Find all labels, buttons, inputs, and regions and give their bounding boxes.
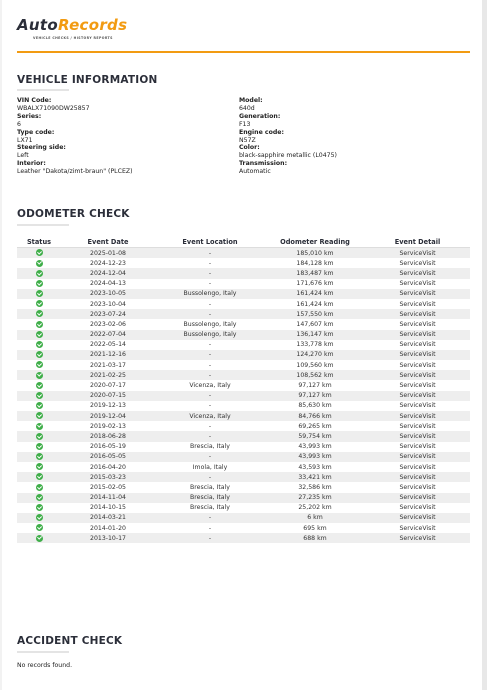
odometer-reading-cell: 97,127 km: [265, 391, 365, 401]
odometer-reading-cell: 97,127 km: [265, 380, 365, 390]
odometer-reading-cell: 161,424 km: [265, 299, 365, 309]
check-circle-icon: [36, 270, 43, 277]
brand-name-part1: Auto: [17, 16, 58, 34]
table-row: [17, 370, 470, 380]
event-date-cell: 2023-07-24: [61, 309, 155, 319]
event-detail-cell: ServiceVisit: [365, 370, 470, 380]
odometer-reading-cell: 108,562 km: [265, 370, 365, 380]
odometer-reading-cell: 84,766 km: [265, 411, 365, 421]
column-header-event-location: Event Location: [155, 236, 265, 248]
odometer-reading-cell: 124,270 km: [265, 350, 365, 360]
status-cell: [17, 268, 61, 278]
check-circle-icon: [36, 504, 43, 511]
status-cell: [17, 309, 61, 319]
event-detail-cell: ServiceVisit: [365, 523, 470, 533]
odometer-reading-cell: 43,593 km: [265, 462, 365, 472]
event-date-cell: 2024-04-13: [61, 279, 155, 289]
odometer-reading-cell: 157,550 km: [265, 309, 365, 319]
event-detail-cell: ServiceVisit: [365, 391, 470, 401]
table-row: [17, 248, 470, 259]
event-detail-cell: ServiceVisit: [365, 482, 470, 492]
check-circle-icon: [36, 524, 43, 531]
status-cell: [17, 299, 61, 309]
check-circle-icon: [36, 392, 43, 399]
check-circle-icon: [36, 290, 43, 297]
vehicle-info-left-column: [17, 97, 227, 176]
event-date-cell: 2020-07-15: [61, 391, 155, 401]
status-cell: [17, 482, 61, 492]
vehicle-info-value: WBALX71090DW25857: [17, 104, 90, 112]
status-cell: [17, 370, 61, 380]
odometer-reading-cell: 43,993 km: [265, 442, 365, 452]
event-detail-cell: ServiceVisit: [365, 279, 470, 289]
odometer-reading-cell: 695 km: [265, 523, 365, 533]
table-row: [17, 421, 470, 431]
event-detail-cell: ServiceVisit: [365, 319, 470, 329]
status-cell: [17, 380, 61, 390]
odometer-reading-cell: 32,586 km: [265, 482, 365, 492]
table-row: [17, 523, 470, 533]
status-cell: [17, 319, 61, 329]
event-location-cell: -: [155, 472, 265, 482]
vehicle-info-value: Automatic: [239, 168, 271, 176]
event-date-cell: 2021-03-17: [61, 360, 155, 370]
status-cell: [17, 411, 61, 421]
event-location-cell: -: [155, 279, 265, 289]
vehicle-info-label: Engine code:: [239, 128, 284, 136]
status-cell: [17, 472, 61, 482]
odometer-reading-cell: 171,676 km: [265, 279, 365, 289]
event-date-cell: 2016-05-05: [61, 452, 155, 462]
event-location-cell: Imola, Italy: [155, 462, 265, 472]
event-detail-cell: ServiceVisit: [365, 513, 470, 523]
event-date-cell: 2015-03-23: [61, 472, 155, 482]
event-detail-cell: ServiceVisit: [365, 462, 470, 472]
event-date-cell: 2021-02-25: [61, 370, 155, 380]
check-circle-icon: [36, 351, 43, 358]
event-location-cell: Brescia, Italy: [155, 442, 265, 452]
event-date-cell: 2022-05-14: [61, 340, 155, 350]
event-date-cell: 2015-02-05: [61, 482, 155, 492]
event-date-cell: 2014-11-04: [61, 493, 155, 503]
table-row: [17, 350, 470, 360]
event-location-cell: -: [155, 299, 265, 309]
event-detail-cell: ServiceVisit: [365, 493, 470, 503]
vehicle-information-underline: [17, 89, 69, 91]
event-location-cell: -: [155, 370, 265, 380]
event-date-cell: 2021-12-16: [61, 350, 155, 360]
odometer-reading-cell: 183,487 km: [265, 268, 365, 278]
event-location-cell: -: [155, 523, 265, 533]
check-circle-icon: [36, 260, 43, 267]
event-detail-cell: ServiceVisit: [365, 431, 470, 441]
vehicle-information-title: VEHICLE INFORMATION: [17, 74, 158, 86]
check-circle-icon: [36, 463, 43, 470]
table-row: [17, 503, 470, 513]
status-cell: [17, 340, 61, 350]
vehicle-info-label: Type code:: [17, 128, 55, 136]
odometer-table: [17, 236, 470, 543]
check-circle-icon: [36, 341, 43, 348]
check-circle-icon: [36, 249, 43, 256]
event-detail-cell: ServiceVisit: [365, 299, 470, 309]
table-row: [17, 380, 470, 390]
vehicle-info-right-column: [239, 97, 459, 176]
odometer-reading-cell: 136,147 km: [265, 330, 365, 340]
table-row: [17, 472, 470, 482]
table-row: [17, 431, 470, 441]
table-row: [17, 401, 470, 411]
vehicle-info-label: Transmission:: [239, 160, 288, 168]
table-row: [17, 482, 470, 492]
odometer-reading-cell: 185,010 km: [265, 248, 365, 259]
event-detail-cell: ServiceVisit: [365, 360, 470, 370]
odometer-reading-cell: 33,421 km: [265, 472, 365, 482]
status-cell: [17, 330, 61, 340]
odometer-reading-cell: 6 km: [265, 513, 365, 523]
event-location-cell: -: [155, 309, 265, 319]
event-date-cell: 2023-02-06: [61, 319, 155, 329]
event-detail-cell: ServiceVisit: [365, 533, 470, 543]
event-location-cell: -: [155, 340, 265, 350]
check-circle-icon: [36, 514, 43, 521]
table-row: [17, 513, 470, 523]
status-cell: [17, 401, 61, 411]
status-cell: [17, 462, 61, 472]
event-detail-cell: ServiceVisit: [365, 421, 470, 431]
event-detail-cell: ServiceVisit: [365, 380, 470, 390]
check-circle-icon: [36, 443, 43, 450]
accident-check-title: ACCIDENT CHECK: [17, 635, 123, 647]
check-circle-icon: [36, 535, 43, 542]
odometer-reading-cell: 133,778 km: [265, 340, 365, 350]
event-location-cell: -: [155, 248, 265, 259]
event-location-cell: Brescia, Italy: [155, 482, 265, 492]
status-cell: [17, 350, 61, 360]
table-row: [17, 279, 470, 289]
status-cell: [17, 258, 61, 268]
event-date-cell: 2025-01-08: [61, 248, 155, 259]
odometer-reading-cell: 27,235 km: [265, 493, 365, 503]
status-cell: [17, 452, 61, 462]
event-detail-cell: ServiceVisit: [365, 350, 470, 360]
column-header-status: Status: [17, 236, 61, 248]
event-detail-cell: ServiceVisit: [365, 411, 470, 421]
vehicle-info-value: 640d: [239, 104, 255, 112]
table-row: [17, 452, 470, 462]
status-cell: [17, 513, 61, 523]
header-divider: [17, 51, 470, 53]
status-cell: [17, 493, 61, 503]
brand-logo: [17, 18, 470, 33]
column-header-event-detail: Event Detail: [365, 236, 470, 248]
odometer-reading-cell: 69,265 km: [265, 421, 365, 431]
check-circle-icon: [36, 331, 43, 338]
odometer-table-body: [17, 248, 470, 544]
event-location-cell: -: [155, 513, 265, 523]
event-date-cell: 2022-07-04: [61, 330, 155, 340]
check-circle-icon: [36, 382, 43, 389]
event-detail-cell: ServiceVisit: [365, 340, 470, 350]
status-cell: [17, 442, 61, 452]
event-location-cell: Brescia, Italy: [155, 503, 265, 513]
vehicle-info-value: F13: [239, 120, 251, 128]
odometer-reading-cell: 184,128 km: [265, 258, 365, 268]
event-location-cell: -: [155, 360, 265, 370]
status-cell: [17, 248, 61, 259]
event-detail-cell: ServiceVisit: [365, 289, 470, 299]
status-cell: [17, 503, 61, 513]
check-circle-icon: [36, 402, 43, 409]
event-location-cell: -: [155, 350, 265, 360]
event-date-cell: 2023-10-04: [61, 299, 155, 309]
event-detail-cell: ServiceVisit: [365, 248, 470, 259]
table-row: [17, 442, 470, 452]
table-row: [17, 462, 470, 472]
table-row: [17, 340, 470, 350]
event-location-cell: -: [155, 431, 265, 441]
check-circle-icon: [36, 300, 43, 307]
event-detail-cell: ServiceVisit: [365, 503, 470, 513]
check-circle-icon: [36, 310, 43, 317]
check-circle-icon: [36, 433, 43, 440]
event-location-cell: -: [155, 401, 265, 411]
event-detail-cell: ServiceVisit: [365, 330, 470, 340]
status-cell: [17, 279, 61, 289]
check-circle-icon: [36, 484, 43, 491]
table-row: [17, 258, 470, 268]
event-location-cell: Bussolengo, Italy: [155, 330, 265, 340]
event-date-cell: 2019-12-04: [61, 411, 155, 421]
check-circle-icon: [36, 473, 43, 480]
status-cell: [17, 533, 61, 543]
event-date-cell: 2014-03-21: [61, 513, 155, 523]
odometer-table-header: [17, 236, 470, 248]
table-row: [17, 360, 470, 370]
table-row: [17, 299, 470, 309]
event-location-cell: Brescia, Italy: [155, 493, 265, 503]
odometer-reading-cell: 85,630 km: [265, 401, 365, 411]
event-location-cell: -: [155, 268, 265, 278]
page-edge-right: [482, 0, 487, 690]
check-circle-icon: [36, 361, 43, 368]
odometer-reading-cell: 59,754 km: [265, 431, 365, 441]
table-row: [17, 289, 470, 299]
vehicle-info-value: Left: [17, 152, 29, 160]
odometer-check-title: ODOMETER CHECK: [17, 208, 130, 220]
vehicle-info-value: 6: [17, 120, 21, 128]
vehicle-info-label: Steering side:: [17, 144, 66, 152]
event-location-cell: -: [155, 533, 265, 543]
table-row: [17, 309, 470, 319]
event-detail-cell: ServiceVisit: [365, 472, 470, 482]
event-location-cell: Vicenza, Italy: [155, 380, 265, 390]
event-date-cell: 2019-12-13: [61, 401, 155, 411]
table-row: [17, 533, 470, 543]
event-date-cell: 2014-10-15: [61, 503, 155, 513]
event-date-cell: 2013-10-17: [61, 533, 155, 543]
check-circle-icon: [36, 372, 43, 379]
event-location-cell: Bussolengo, Italy: [155, 319, 265, 329]
event-detail-cell: ServiceVisit: [365, 452, 470, 462]
event-location-cell: -: [155, 258, 265, 268]
column-header-odometer-reading: Odometer Reading: [265, 236, 365, 248]
odometer-check-underline: [17, 224, 69, 226]
odometer-reading-cell: 109,560 km: [265, 360, 365, 370]
check-circle-icon: [36, 412, 43, 419]
brand-tagline: VEHICLE CHECKS / HISTORY REPORTS: [33, 36, 113, 40]
column-header-event-date: Event Date: [61, 236, 155, 248]
event-location-cell: -: [155, 391, 265, 401]
vehicle-info-label: VIN Code:: [17, 97, 52, 104]
status-cell: [17, 523, 61, 533]
status-cell: [17, 421, 61, 431]
event-date-cell: 2020-07-17: [61, 380, 155, 390]
table-row: [17, 319, 470, 329]
table-row: [17, 330, 470, 340]
event-location-cell: Vicenza, Italy: [155, 411, 265, 421]
event-date-cell: 2019-02-13: [61, 421, 155, 431]
check-circle-icon: [36, 494, 43, 501]
status-cell: [17, 289, 61, 299]
vehicle-info-value: Leather "Dakota/zimt-braun" (PLCEZ): [17, 168, 133, 176]
check-circle-icon: [36, 321, 43, 328]
vehicle-info-label: Color:: [239, 144, 260, 152]
vehicle-info-label: Interior:: [17, 160, 46, 168]
table-row: [17, 268, 470, 278]
event-date-cell: 2014-01-20: [61, 523, 155, 533]
event-date-cell: 2018-06-28: [61, 431, 155, 441]
event-date-cell: 2023-10-05: [61, 289, 155, 299]
odometer-reading-cell: 147,607 km: [265, 319, 365, 329]
status-cell: [17, 431, 61, 441]
vehicle-info-label: Generation:: [239, 112, 281, 120]
event-location-cell: Bussolengo, Italy: [155, 289, 265, 299]
event-date-cell: 2016-05-19: [61, 442, 155, 452]
event-location-cell: -: [155, 421, 265, 431]
accident-check-underline: [17, 651, 69, 653]
check-circle-icon: [36, 423, 43, 430]
table-row: [17, 493, 470, 503]
table-row: [17, 391, 470, 401]
event-detail-cell: ServiceVisit: [365, 268, 470, 278]
check-circle-icon: [36, 453, 43, 460]
brand-name-part2: Records: [57, 16, 128, 34]
vehicle-info-label: Model:: [239, 97, 263, 104]
event-detail-cell: ServiceVisit: [365, 309, 470, 319]
vehicle-info-value: black-sapphire metallic (L0475): [239, 152, 337, 160]
vehicle-info-value: LX71: [17, 136, 33, 144]
table-row: [17, 411, 470, 421]
event-detail-cell: ServiceVisit: [365, 401, 470, 411]
odometer-reading-cell: 25,202 km: [265, 503, 365, 513]
event-date-cell: 2016-04-20: [61, 462, 155, 472]
check-circle-icon: [36, 280, 43, 287]
event-location-cell: -: [155, 452, 265, 462]
status-cell: [17, 360, 61, 370]
page-edge-left: [0, 0, 2, 690]
vehicle-info-value: N57Z: [239, 136, 256, 144]
event-date-cell: 2024-12-04: [61, 268, 155, 278]
event-date-cell: 2024-12-23: [61, 258, 155, 268]
event-detail-cell: ServiceVisit: [365, 442, 470, 452]
odometer-reading-cell: 161,424 km: [265, 289, 365, 299]
event-detail-cell: ServiceVisit: [365, 258, 470, 268]
odometer-reading-cell: 688 km: [265, 533, 365, 543]
odometer-reading-cell: 43,993 km: [265, 452, 365, 462]
status-cell: [17, 391, 61, 401]
vehicle-info-label: Series:: [17, 112, 42, 120]
accident-no-records: No records found.: [17, 662, 73, 669]
